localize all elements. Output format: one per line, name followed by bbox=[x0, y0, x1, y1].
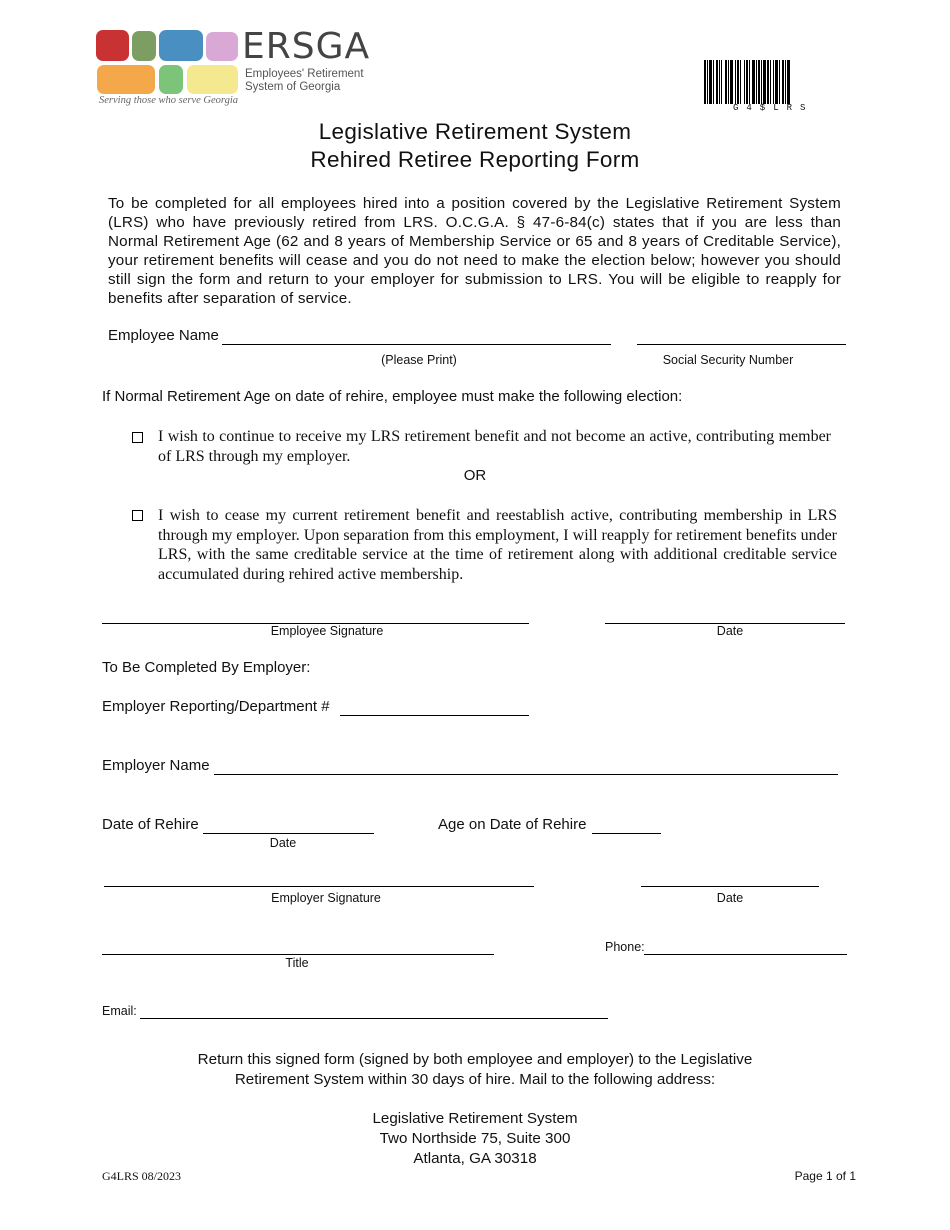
employee-name-field[interactable] bbox=[222, 344, 611, 345]
employer-heading: To Be Completed By Employer: bbox=[102, 659, 311, 676]
logo-block-yellow bbox=[187, 65, 238, 94]
phone-label: Phone: bbox=[605, 940, 645, 954]
rehire-date-label: Date of Rehire bbox=[102, 816, 199, 833]
option1-text: I wish to continue to receive my LRS retirement benefit and not become an active, contributing member of LRS through my employer. bbox=[158, 428, 831, 465]
employer-date-caption: Date bbox=[716, 891, 744, 905]
age-on-rehire-label: Age on Date of Rehire bbox=[438, 816, 587, 833]
form-code: G4LRS 08/2023 bbox=[102, 1169, 182, 1183]
ssn-caption: Social Security Number bbox=[662, 353, 794, 367]
logo-block-blue bbox=[159, 30, 203, 61]
page-number: Page 1 of 1 bbox=[794, 1169, 856, 1183]
logo-block-green bbox=[132, 31, 156, 61]
return-instructions-line1: Return this signed form (signed by both employee and employer) to the Legislative bbox=[197, 1051, 753, 1068]
employee-name-label: Employee Name bbox=[108, 327, 219, 344]
rehire-date-field[interactable] bbox=[203, 833, 374, 834]
ersga-logo-mark bbox=[96, 30, 238, 96]
intro-paragraph: To be completed for all employees hired into a position covered by the Legislative Retirement System (LRS) who have previously retired from LRS. O.C.G.A. § 47-6-84(c) states that if you are less than Normal Retirement Age (62 and 8 years of Membership Service or 65 and 8 years of Creditable Service), your retirement benefits will cease and you do not need to make the election below; however you should still sign the form and return to your employer for submission to LRS. You will be eligible to reapply for benefits after separation of service. bbox=[108, 195, 841, 307]
return-instructions-line2: Retirement System within 30 days of hire. Mail to the following address: bbox=[234, 1071, 716, 1088]
phone-field[interactable] bbox=[644, 954, 847, 955]
or-divider: OR bbox=[463, 467, 487, 484]
option1-checkbox[interactable] bbox=[132, 432, 143, 443]
barcode bbox=[704, 60, 846, 104]
logo-block-pink bbox=[206, 32, 238, 61]
logo-name: ERSGA bbox=[242, 26, 371, 67]
please-print-caption: (Please Print) bbox=[381, 353, 457, 367]
employer-date-field[interactable] bbox=[641, 886, 819, 887]
logo-subtitle-2: System of Georgia bbox=[245, 81, 341, 93]
title-caption: Title bbox=[285, 956, 309, 970]
barcode-text: G4$LRS bbox=[733, 103, 814, 113]
page-title-line2: Rehired Retiree Reporting Form bbox=[310, 147, 640, 172]
email-field[interactable] bbox=[140, 1018, 608, 1019]
age-on-rehire-field[interactable] bbox=[592, 833, 661, 834]
employer-reporting-label: Employer Reporting/Department # bbox=[102, 698, 330, 715]
logo-tagline: Serving those who serve Georgia bbox=[99, 95, 239, 106]
employer-reporting-field[interactable] bbox=[340, 715, 529, 716]
logo-block-red bbox=[96, 30, 129, 61]
employer-name-field[interactable] bbox=[214, 774, 838, 775]
title-field[interactable] bbox=[102, 954, 494, 955]
employee-date-caption: Date bbox=[716, 624, 744, 638]
address-line1: Legislative Retirement System bbox=[372, 1110, 578, 1127]
logo-block-orange bbox=[97, 65, 155, 94]
employer-name-label: Employer Name bbox=[102, 757, 210, 774]
page-title-line1: Legislative Retirement System bbox=[318, 119, 632, 144]
option2-checkbox[interactable] bbox=[132, 510, 143, 521]
ssn-field[interactable] bbox=[637, 344, 846, 345]
election-prompt: If Normal Retirement Age on date of rehire, employee must make the following election: bbox=[102, 388, 683, 405]
email-label: Email: bbox=[102, 1004, 137, 1018]
address-line2: Two Northside 75, Suite 300 bbox=[379, 1130, 571, 1147]
employer-signature-caption: Employer Signature bbox=[271, 891, 381, 905]
option2-text: I wish to cease my current retirement benefit and reestablish active, contributing membership in LRS through my employer. Upon separation from this employment, I will reapply for retirement benefits under LRS, with the same creditable service at the time of retirement along with additional creditable service accumulated during rehired active membership. bbox=[158, 507, 837, 583]
rehire-date-caption: Date bbox=[269, 836, 297, 850]
logo-subtitle-1: Employees' Retirement bbox=[245, 68, 364, 80]
logo-block-lightgreen bbox=[159, 65, 183, 94]
employee-signature-caption: Employee Signature bbox=[270, 624, 384, 638]
employer-signature-field[interactable] bbox=[104, 886, 534, 887]
address-line3: Atlanta, GA 30318 bbox=[413, 1150, 537, 1167]
